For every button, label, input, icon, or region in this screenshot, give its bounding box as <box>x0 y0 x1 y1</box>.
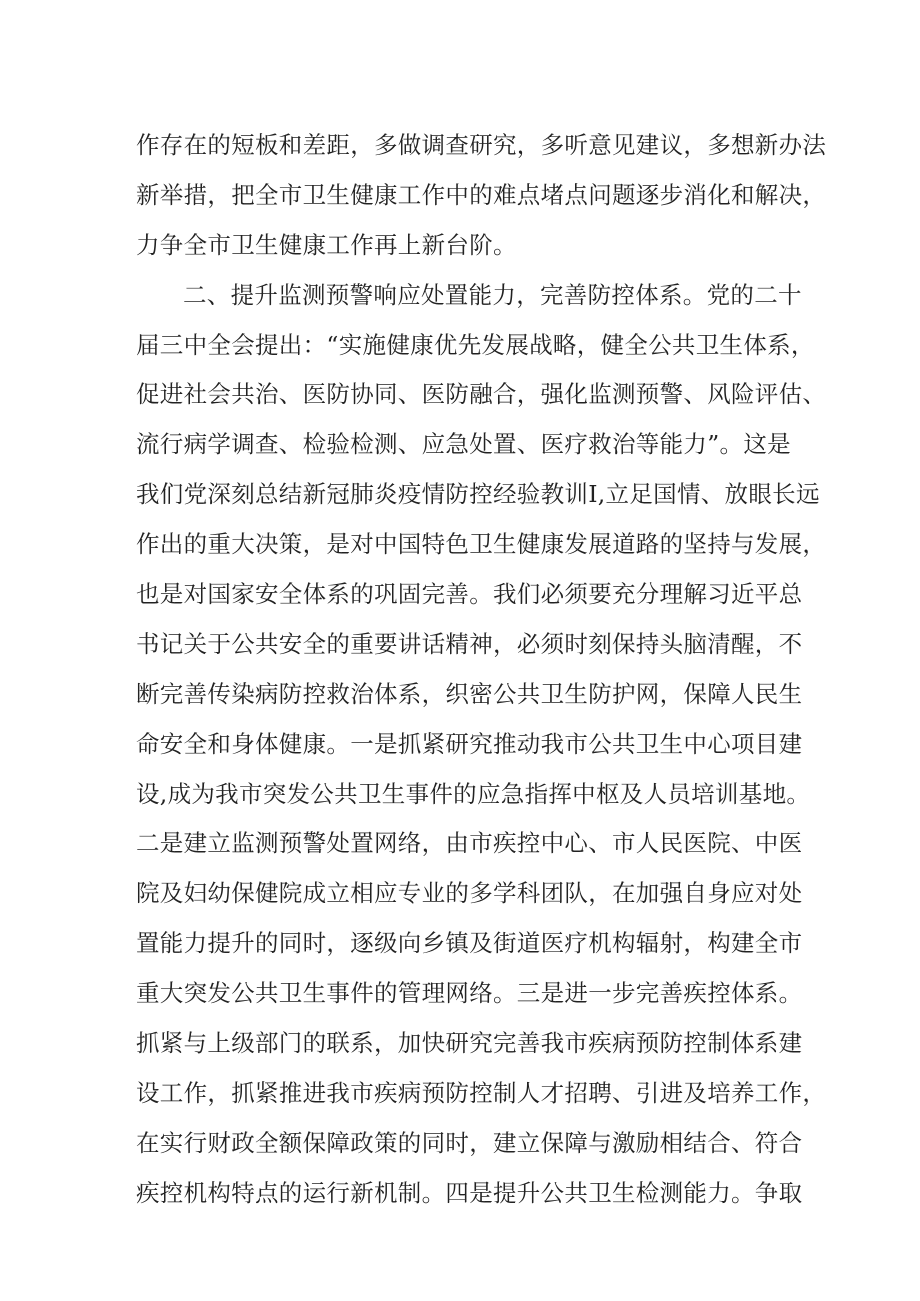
text-line: 作存在的短板和差距，多做调查研究，多听意见建议，多想新办法 <box>136 131 827 159</box>
text-line: 疾控机构特点的运行新机制。四是提升公共卫生检测能力。争取 <box>136 1178 803 1207</box>
text-line: 我们党深刻总结新冠肺炎疫情防控经验教训I,立足国情、放眼长远 <box>136 480 820 509</box>
text-line: 抓紧与上级部门的联系，加快研究完善我市疾病预防控制体系建 <box>136 1029 803 1058</box>
text-line: 力争全市卫生健康工作再上新台阶。 <box>136 230 517 259</box>
text-line: 新举措，把全市卫生健康工作中的难点堵点问题逐步消化和解决， <box>136 180 827 209</box>
text-line: 促进社会共治、医防协同、医防融合，强化监测预警、风险评估、 <box>136 380 827 409</box>
text-line: 断完善传染病防控救治体系，织密公共卫生防护网，保障人民生 <box>136 679 803 708</box>
text-line: 在实行财政全额保障政策的同时，建立保障与激励相结合、符合 <box>136 1128 803 1157</box>
text-line: 书记关于公共安全的重要讲话精神，必须时刻保持头脑清醒，不 <box>136 629 803 658</box>
body-text <box>136 121 827 1219</box>
text-line: 院及妇幼保健院成立相应专业的多学科团队，在加强自身应对处 <box>136 879 803 908</box>
text-line: 届三中全会提出：“实施健康优先发展战略，健全公共卫生体系， <box>136 330 815 359</box>
section-heading-line: 二、提升监测预警响应处置能力，完善防控体系。党的二十 <box>183 280 802 309</box>
text-line: 也是对国家安全体系的巩固完善。我们必须要充分理解习近平总 <box>136 580 803 609</box>
text-line: 设工作，抓紧推进我市疾病预防控制人才招聘、引进及培养工作， <box>136 1078 827 1107</box>
text-line: 设,成为我市突发公共卫生事件的应急指挥中枢及人员培训基地。 <box>136 779 811 808</box>
text-line: 二是建立监测预警处置网络，由市疾控中心、市人民医院、中医 <box>136 829 803 858</box>
text-line: 作出的重大决策，是对中国特色卫生健康发展道路的坚持与发展， <box>136 530 827 559</box>
text-line: 置能力提升的同时，逐级向乡镇及街道医疗机构辐射，构建全市 <box>136 929 803 958</box>
text-line: 流行病学调查、检验检测、应急处置、医疗救治等能力”。这是 <box>136 430 791 459</box>
text-line: 命安全和身体健康。一是抓紧研究推动我市公共卫生中心项目建 <box>136 729 803 758</box>
text-line: 重大突发公共卫生事件的管理网络。三是进一步完善疾控体系。 <box>136 979 803 1008</box>
